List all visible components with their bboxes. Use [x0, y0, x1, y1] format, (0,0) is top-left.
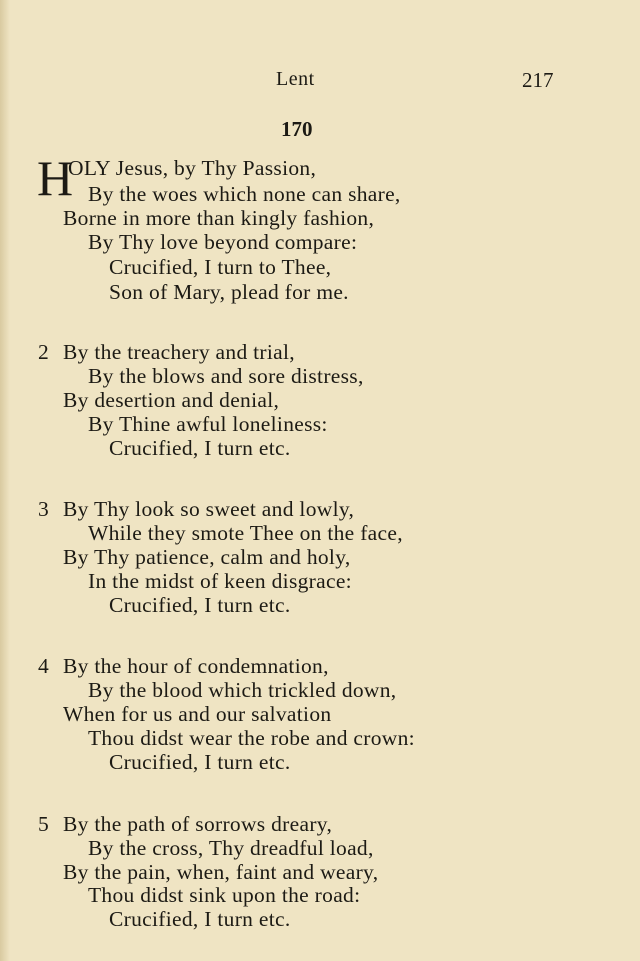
stanza-3-line-4: In the midst of keen disgrace:	[88, 569, 352, 593]
stanza-4-line-3: When for us and our salvation	[63, 702, 332, 726]
page-number: 217	[522, 68, 554, 92]
stanza-2-line-4: By Thine awful loneliness:	[88, 412, 328, 436]
stanza-1-line-4: By Thy love beyond compare:	[88, 230, 358, 254]
stanza-2-line-1: By the treachery and trial,	[63, 340, 295, 364]
stanza-1-line-5: Crucified, I turn to Thee,	[109, 255, 332, 279]
stanza-4-line-2: By the blood which trickled down,	[88, 678, 397, 702]
stanza-1-line-6: Son of Mary, plead for me.	[109, 280, 349, 304]
stanza-4-line-5: Crucified, I turn etc.	[109, 750, 291, 774]
stanza-2-number: 2	[38, 340, 49, 364]
stanza-3-line-5: Crucified, I turn etc.	[109, 593, 291, 617]
drop-cap: H	[37, 150, 74, 206]
stanza-4-line-1: By the hour of condemnation,	[63, 654, 329, 678]
stanza-2-line-5: Crucified, I turn etc.	[109, 436, 291, 460]
stanza-3-line-1: By Thy look so sweet and lowly,	[63, 497, 355, 521]
stanza-5-number: 5	[38, 812, 49, 836]
stanza-5-line-3: By the pain, when, faint and weary,	[63, 860, 379, 884]
page-edge	[0, 0, 10, 961]
stanza-1-line-1: OLY Jesus, by Thy Passion,	[68, 156, 317, 180]
stanza-3-number: 3	[38, 497, 49, 521]
stanza-1-line-3: Borne in more than kingly fashion,	[63, 206, 375, 230]
hymn-number: 170	[281, 117, 313, 141]
stanza-5-line-5: Crucified, I turn etc.	[109, 907, 291, 931]
stanza-3-line-2: While they smote Thee on the face,	[88, 521, 403, 545]
stanza-5-line-1: By the path of sorrows dreary,	[63, 812, 333, 836]
running-title: Lent	[276, 68, 315, 90]
stanza-5-line-2: By the cross, Thy dreadful load,	[88, 836, 374, 860]
stanza-5-line-4: Thou didst sink upon the road:	[88, 883, 361, 907]
stanza-2-line-2: By the blows and sore distress,	[88, 364, 364, 388]
stanza-2-line-3: By desertion and denial,	[63, 388, 280, 412]
stanza-4-line-4: Thou didst wear the robe and crown:	[88, 726, 415, 750]
stanza-1-line-2: By the woes which none can share,	[88, 182, 401, 206]
stanza-4-number: 4	[38, 654, 49, 678]
stanza-3-line-3: By Thy patience, calm and holy,	[63, 545, 351, 569]
